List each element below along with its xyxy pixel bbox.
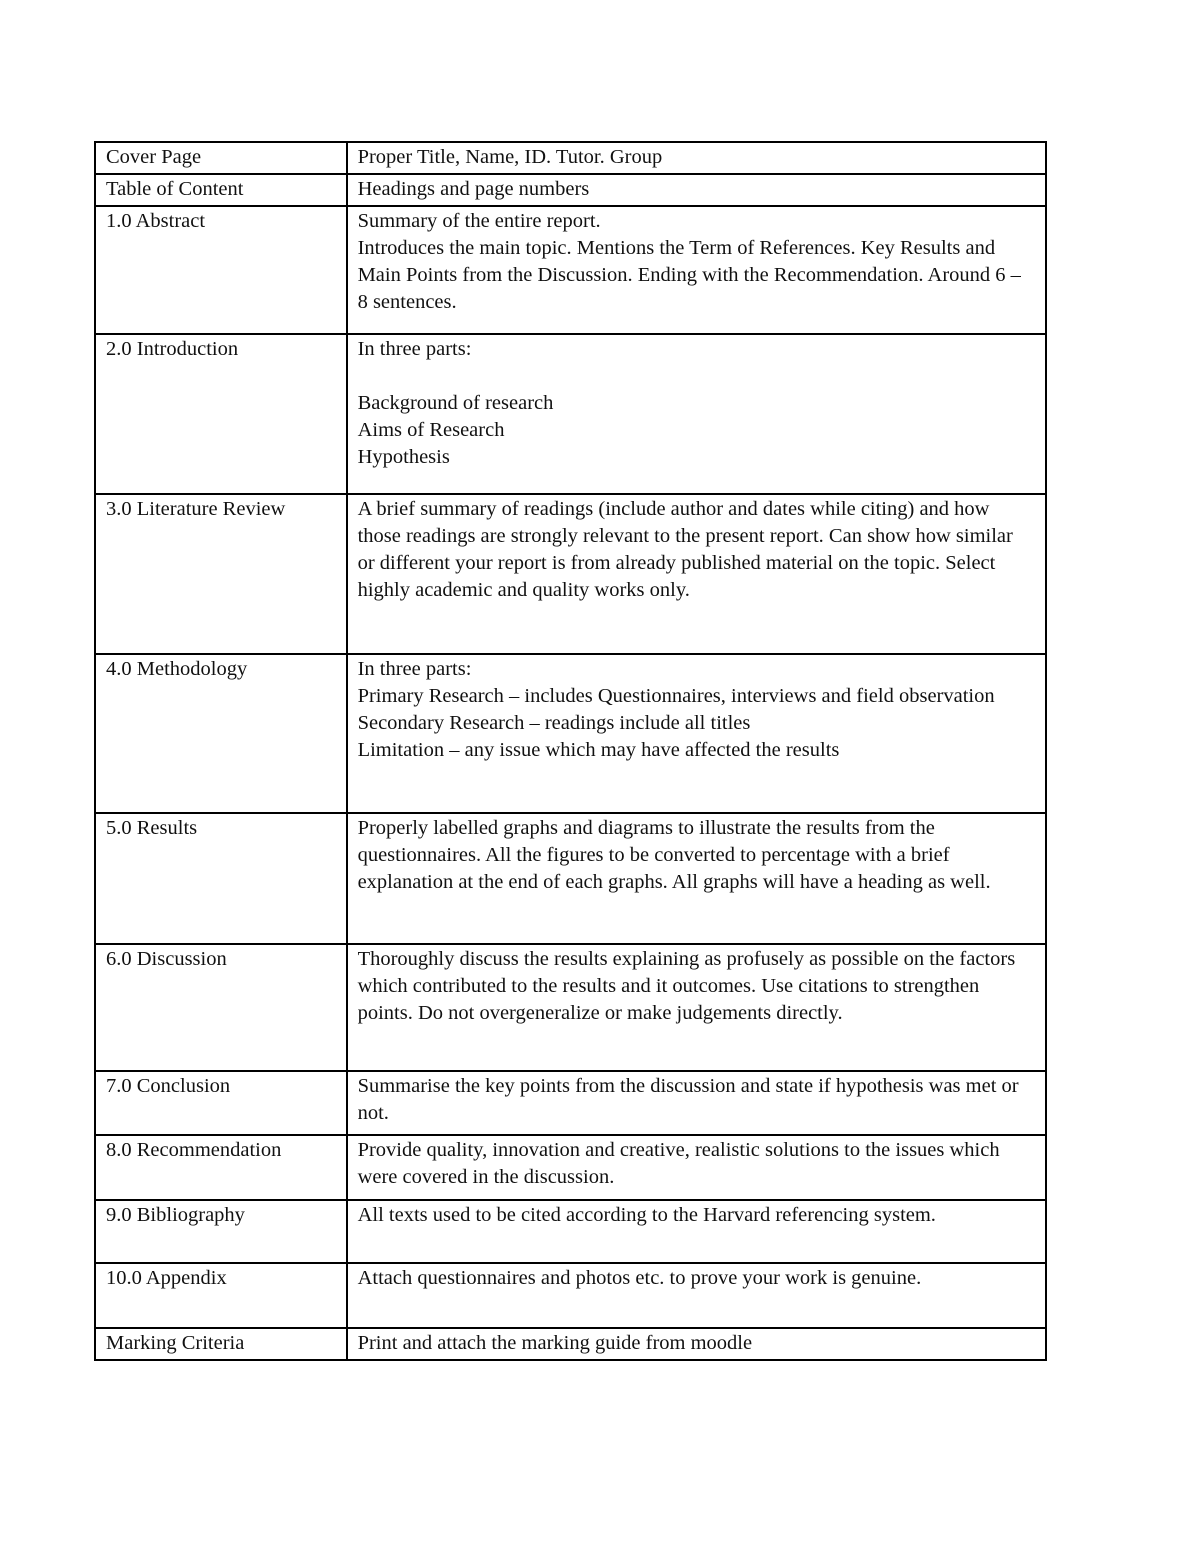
section-label: 4.0 Methodology — [106, 658, 248, 680]
description-cell — [347, 1135, 1046, 1200]
description-line: In three parts: — [357, 338, 472, 360]
section-label: Table of Content — [106, 178, 244, 200]
section-cell — [95, 654, 347, 813]
section-cell — [95, 944, 347, 1071]
description-line: Proper Title, Name, ID. Tutor. Group — [357, 146, 663, 168]
description-line: Hypothesis — [357, 446, 450, 468]
section-label: 2.0 Introduction — [106, 338, 239, 360]
description-line: Headings and page numbers — [357, 178, 590, 200]
description-line: Provide quality, innovation and creative, realistic solutions to the issues which were covered in the discussion. — [357, 1139, 1000, 1188]
table-row-abstract — [95, 206, 1046, 334]
section-label: 9.0 Bibliography — [106, 1204, 245, 1226]
section-label: 10.0 Appendix — [106, 1267, 227, 1289]
description-cell — [347, 142, 1046, 174]
description-line: Introduces the main topic. Mentions the Term of References. Key Results and Main Points from the Discussion. Ending with the Recommendation. Around 6 – 8 sentences. — [357, 237, 1021, 313]
section-label: 1.0 Abstract — [106, 210, 206, 232]
section-cell — [95, 206, 347, 334]
description-cell — [347, 494, 1046, 654]
description-line: All texts used to be cited according to the Harvard referencing system. — [357, 1204, 936, 1226]
table-row-marking-criteria — [95, 1328, 1046, 1360]
section-label: 6.0 Discussion — [106, 948, 227, 970]
description-line: Aims of Research — [357, 419, 505, 441]
description-cell — [347, 944, 1046, 1071]
section-cell — [95, 1328, 347, 1360]
section-cell — [95, 334, 347, 494]
section-label: Marking Criteria — [106, 1332, 245, 1354]
report-structure-table — [94, 141, 1047, 1361]
description-line: Primary Research – includes Questionnaires, interviews and field observation — [357, 685, 995, 707]
section-cell — [95, 1263, 347, 1328]
section-label: 7.0 Conclusion — [106, 1075, 231, 1097]
table-row-table-of-content — [95, 174, 1046, 206]
table-row-recommendation — [95, 1135, 1046, 1200]
description-line: In three parts: — [357, 658, 472, 680]
section-cell — [95, 1135, 347, 1200]
description-cell — [347, 334, 1046, 494]
description-cell — [347, 1200, 1046, 1263]
description-line: Print and attach the marking guide from moodle — [357, 1332, 753, 1354]
description-line: Properly labelled graphs and diagrams to illustrate the results from the questionnaires. All the figures to be converted to percentage with a brief explanation at the end of each graphs. All graphs will have a heading as well. — [357, 817, 991, 893]
section-cell — [95, 1071, 347, 1135]
table-row-introduction — [95, 334, 1046, 494]
description-cell — [347, 174, 1046, 206]
section-cell — [95, 494, 347, 654]
description-line: Thoroughly discuss the results explaining as profusely as possible on the factors which contributed to the results and it outcomes. Use citations to strengthen points. Do not overgeneralize or make judgements directly. — [357, 948, 1016, 1024]
section-cell — [95, 813, 347, 944]
table-row-conclusion — [95, 1071, 1046, 1135]
table-row-methodology — [95, 654, 1046, 813]
section-label: Cover Page — [106, 146, 202, 168]
description-cell — [347, 206, 1046, 334]
description-blank-line — [358, 363, 1035, 390]
description-cell — [347, 1263, 1046, 1328]
description-line: A brief summary of readings (include author and dates while citing) and how those readings are strongly relevant to the present report. Can show how similar or different your report is from already published material on the topic. Select highly academic and quality works only. — [357, 498, 1013, 601]
table-row-bibliography — [95, 1200, 1046, 1263]
section-label: 5.0 Results — [106, 817, 198, 839]
section-cell — [95, 174, 347, 206]
description-cell — [347, 1328, 1046, 1360]
description-line: Secondary Research – readings include all titles — [357, 712, 751, 734]
description-line: Attach questionnaires and photos etc. to prove your work is genuine. — [357, 1267, 922, 1289]
description-cell — [347, 654, 1046, 813]
description-line: Limitation – any issue which may have affected the results — [357, 739, 840, 761]
table-row-appendix — [95, 1263, 1046, 1328]
description-line: Summary of the entire report. — [357, 210, 601, 232]
table-row-discussion — [95, 944, 1046, 1071]
description-cell — [347, 1071, 1046, 1135]
table-row-literature-review — [95, 494, 1046, 654]
description-line: Summarise the key points from the discussion and state if hypothesis was met or not. — [357, 1075, 1019, 1124]
section-cell — [95, 142, 347, 174]
description-cell — [347, 813, 1046, 944]
table-row-results — [95, 813, 1046, 944]
section-label: 8.0 Recommendation — [106, 1139, 282, 1161]
description-line: Background of research — [357, 392, 554, 414]
table-row-cover-page — [95, 142, 1046, 174]
section-label: 3.0 Literature Review — [106, 498, 286, 520]
section-cell — [95, 1200, 347, 1263]
